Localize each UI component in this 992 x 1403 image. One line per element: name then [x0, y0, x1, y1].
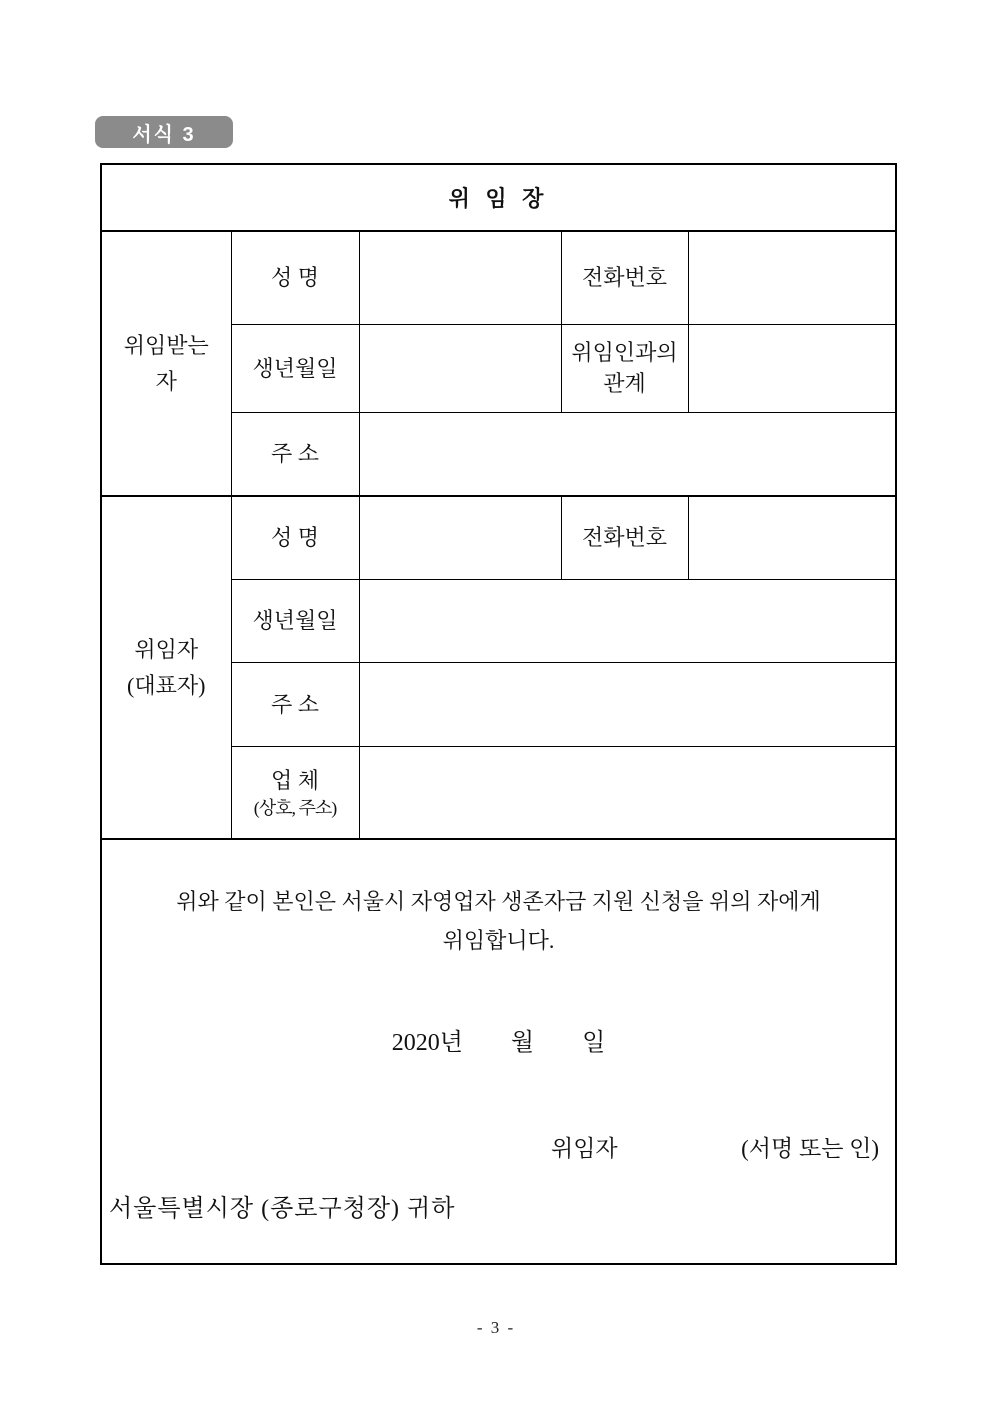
recipient-phone-label: 전화번호	[561, 231, 688, 324]
delegator-section-header	[101, 496, 231, 839]
date-year: 2020년	[391, 1030, 463, 1056]
recipient-address-label: 주 소	[231, 412, 359, 496]
recipient-relation-label-line1: 위임인과의	[571, 340, 678, 365]
date-day: 일	[582, 1030, 606, 1056]
delegation-form-table	[100, 163, 897, 1265]
recipient-section-header	[101, 231, 231, 496]
recipient-relation-field	[688, 324, 896, 412]
delegator-business-label-line2: (상호, 주소)	[253, 797, 337, 818]
statement-line1: 위와 같이 본인은 서울시 자영업자 생존자금 지원 신청을 위의 자에게	[176, 889, 821, 914]
recipient-name-label: 성 명	[231, 231, 359, 324]
delegator-phone-field	[688, 496, 896, 579]
date-line	[102, 1022, 895, 1057]
signature-line	[102, 1130, 895, 1166]
declaration-section	[101, 839, 896, 1264]
delegator-business-label	[231, 746, 359, 839]
recipient-relation-label-line2: 관계	[603, 371, 646, 396]
form-number-badge: 서식 3	[95, 116, 233, 148]
recipient-phone-field	[688, 231, 896, 324]
recipient-name-field	[359, 231, 561, 324]
recipient-header-line2: 자	[155, 368, 177, 394]
recipient-birth-label: 생년월일	[231, 324, 359, 412]
delegator-address-label: 주 소	[231, 662, 359, 746]
delegator-name-label: 성 명	[231, 496, 359, 579]
delegator-header-line2: (대표자)	[127, 672, 206, 698]
delegator-address-field	[359, 662, 896, 746]
page-number: - 3 -	[476, 1318, 516, 1337]
signature-note: (서명 또는 인)	[741, 1136, 880, 1161]
delegator-birth-label: 생년월일	[231, 579, 359, 662]
recipient-address-field	[359, 412, 896, 496]
delegator-business-field	[359, 746, 896, 839]
delegator-birth-field	[359, 579, 896, 662]
recipient-header-line1: 위임받는	[123, 332, 209, 358]
delegator-header-line1: 위임자	[134, 636, 199, 662]
delegator-business-label-line1: 업 체	[270, 767, 319, 793]
recipient-relation-label	[561, 324, 688, 412]
addressee-line: 서울특별시장 (종로구청장) 귀하	[109, 1196, 456, 1222]
date-month: 월	[510, 1030, 535, 1056]
form-title: 위 임 장	[101, 164, 896, 231]
recipient-birth-field	[359, 324, 561, 412]
delegator-name-field	[359, 496, 561, 579]
delegation-statement	[102, 882, 895, 960]
delegator-phone-label: 전화번호	[561, 496, 688, 579]
statement-line2: 위임합니다.	[442, 928, 555, 953]
signer-label: 위임자	[551, 1136, 618, 1161]
